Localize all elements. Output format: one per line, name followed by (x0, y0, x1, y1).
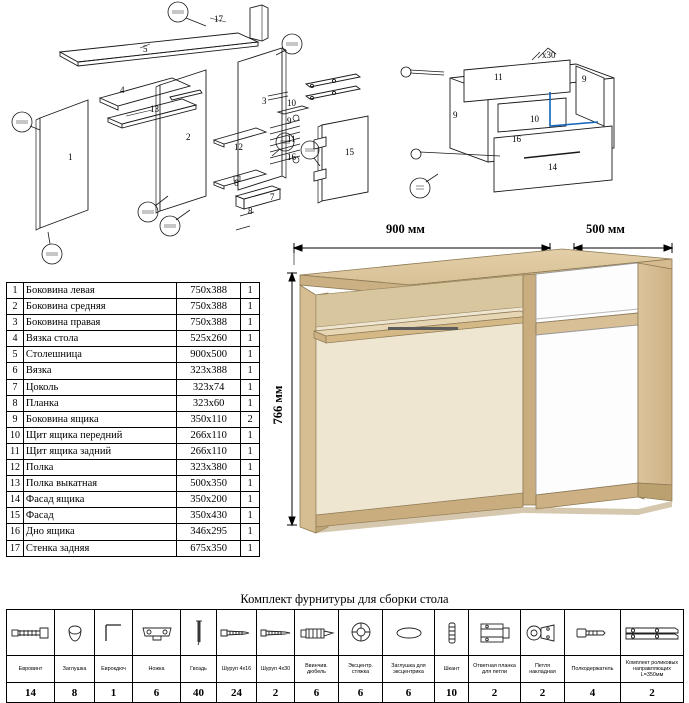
part-qty: 1 (241, 524, 260, 540)
part-qty: 1 (241, 347, 260, 363)
part-number: 8 (7, 395, 24, 411)
height-dimension-label: 766 мм (271, 385, 285, 425)
depth-dimension-label: 500 мм (586, 222, 625, 236)
svg-text:16: 16 (287, 152, 296, 162)
hw-icon-cell (621, 610, 684, 656)
svg-text:16: 16 (512, 134, 521, 144)
part-number: 6 (7, 363, 24, 379)
hw-label: Петля накладная (521, 656, 565, 683)
table-row (7, 347, 260, 363)
hw-label: Ответная планка для петли (469, 656, 521, 683)
part-number: 17 (7, 540, 24, 556)
svg-text:11: 11 (494, 72, 503, 82)
part-name: Полка выкатная (23, 476, 176, 492)
table-row (7, 363, 260, 379)
drawer-assembly-diagram (390, 30, 689, 220)
svg-text:x30: x30 (542, 50, 556, 60)
hw-label: Полкодержатель (565, 656, 621, 683)
part-size: 346x295 (177, 524, 241, 540)
hw-label: Ввинчив. дюбель (295, 656, 339, 683)
part-qty: 1 (241, 508, 260, 524)
hw-label: Гвоздь (181, 656, 217, 683)
hw-count: 2 (469, 683, 521, 703)
table-row (7, 283, 260, 299)
hw-label: Шуруп 4x16 (217, 656, 257, 683)
part-name: Боковина правая (23, 315, 176, 331)
hw-icon-cell (435, 610, 469, 656)
svg-text:8: 8 (248, 206, 253, 216)
part-number: 10 (7, 427, 24, 443)
hw-count: 6 (295, 683, 339, 703)
hw-label: Еврокдюч (95, 656, 133, 683)
hw-count: 24 (217, 683, 257, 703)
hardware-kit-table (6, 609, 684, 703)
table-row (7, 379, 260, 395)
hw-icon-cell (339, 610, 383, 656)
hw-count: 40 (181, 683, 217, 703)
part-size: 323x380 (177, 460, 241, 476)
part-qty: 1 (241, 443, 260, 459)
part-number: 11 (7, 443, 24, 459)
table-row (7, 508, 260, 524)
hw-count: 14 (7, 683, 55, 703)
part-name: Щит ящика задний (23, 443, 176, 459)
part-name: Боковина левая (23, 283, 176, 299)
part-size: 750x388 (177, 283, 241, 299)
hw-label: Эксцентр. стяжка (339, 656, 383, 683)
part-qty: 2 (241, 411, 260, 427)
hw-icon-cell (181, 610, 217, 656)
part-size: 900x500 (177, 347, 241, 363)
part-qty: 1 (241, 299, 260, 315)
hw-count: 2 (621, 683, 684, 703)
svg-text:10: 10 (530, 114, 539, 124)
hw-icon-cell (295, 610, 339, 656)
part-name: Щит ящика передний (23, 427, 176, 443)
hw-icon-cell (133, 610, 181, 656)
svg-text:13: 13 (150, 104, 159, 114)
hw-count: 2 (257, 683, 295, 703)
svg-text:5: 5 (143, 44, 148, 54)
table-row (7, 460, 260, 476)
hw-label: Комплект роликовых направляющих L=350мм (621, 656, 684, 683)
part-number: 13 (7, 476, 24, 492)
table-row (7, 331, 260, 347)
svg-text:4: 4 (120, 85, 125, 95)
part-qty: 1 (241, 315, 260, 331)
part-size: 266x110 (177, 427, 241, 443)
hardware-kit-title: Комплект фурнитуры для сборки стола (240, 592, 449, 606)
part-size: 500x350 (177, 476, 241, 492)
hw-icon-cell (521, 610, 565, 656)
hw-count: 6 (339, 683, 383, 703)
hw-label: Заглушка (55, 656, 95, 683)
hw-count: 8 (55, 683, 95, 703)
svg-text:9: 9 (287, 116, 292, 126)
part-qty: 1 (241, 460, 260, 476)
svg-text:7: 7 (270, 192, 275, 202)
svg-text:17: 17 (214, 14, 223, 24)
hw-count: 4 (565, 683, 621, 703)
svg-text:3: 3 (262, 96, 267, 106)
part-number: 7 (7, 379, 24, 395)
hw-count: 6 (383, 683, 435, 703)
hw-icon-cell (383, 610, 435, 656)
hw-count: 6 (133, 683, 181, 703)
part-size: 350x110 (177, 411, 241, 427)
part-name: Планка (23, 395, 176, 411)
part-name: Столешница (23, 347, 176, 363)
hw-count: 2 (521, 683, 565, 703)
part-number: 5 (7, 347, 24, 363)
svg-text:11: 11 (287, 134, 296, 144)
part-number: 4 (7, 331, 24, 347)
svg-text:2: 2 (186, 132, 191, 142)
table-row (7, 540, 260, 556)
svg-text:14: 14 (548, 162, 557, 172)
part-name: Цоколь (23, 379, 176, 395)
part-number: 12 (7, 460, 24, 476)
hw-label: Заглушка для эксцентрика (383, 656, 435, 683)
svg-text:15: 15 (345, 147, 354, 157)
part-size: 750x388 (177, 315, 241, 331)
table-row (7, 443, 260, 459)
part-qty: 1 (241, 379, 260, 395)
hw-label: Шуруп 4x30 (257, 656, 295, 683)
table-row (7, 315, 260, 331)
part-number: 15 (7, 508, 24, 524)
table-row (7, 476, 260, 492)
hw-label: Евровинт (7, 656, 55, 683)
part-number: 16 (7, 524, 24, 540)
part-size: 750x388 (177, 299, 241, 315)
hw-icon-cell (217, 610, 257, 656)
table-row (7, 524, 260, 540)
part-size: 323x60 (177, 395, 241, 411)
table-row (7, 411, 260, 427)
hw-icon-cell (55, 610, 95, 656)
hw-icon-cell (469, 610, 521, 656)
part-size: 323x74 (177, 379, 241, 395)
hw-icon-cell (257, 610, 295, 656)
table-row (7, 299, 260, 315)
part-name: Боковина средняя (23, 299, 176, 315)
part-number: 1 (7, 283, 24, 299)
part-size: 525x260 (177, 331, 241, 347)
part-qty: 1 (241, 427, 260, 443)
part-size: 350x200 (177, 492, 241, 508)
hw-icon-cell (565, 610, 621, 656)
part-number: 2 (7, 299, 24, 315)
svg-text:9: 9 (582, 74, 587, 84)
part-number: 9 (7, 411, 24, 427)
part-name: Вязка стола (23, 331, 176, 347)
part-name: Стенка задняя (23, 540, 176, 556)
svg-text:6: 6 (234, 178, 239, 188)
hw-label: Шкант (435, 656, 469, 683)
desk-3d-view (268, 215, 689, 575)
hw-label: Ножка (133, 656, 181, 683)
part-name: Вязка (23, 363, 176, 379)
part-size: 350x430 (177, 508, 241, 524)
part-size: 675x350 (177, 540, 241, 556)
table-row (7, 395, 260, 411)
part-name: Фасад (23, 508, 176, 524)
part-name: Дно ящика (23, 524, 176, 540)
part-name: Боковина ящика (23, 411, 176, 427)
part-size: 266x110 (177, 443, 241, 459)
parts-list-table (6, 282, 260, 557)
part-number: 3 (7, 315, 24, 331)
part-qty: 1 (241, 476, 260, 492)
table-row (7, 492, 260, 508)
hw-count: 1 (95, 683, 133, 703)
part-name: Полка (23, 460, 176, 476)
hw-icon-cell (95, 610, 133, 656)
svg-text:1: 1 (68, 152, 73, 162)
part-qty: 1 (241, 283, 260, 299)
part-number: 14 (7, 492, 24, 508)
width-dimension-label: 900 мм (386, 222, 425, 236)
part-qty: 1 (241, 331, 260, 347)
part-size: 323x388 (177, 363, 241, 379)
table-row (7, 427, 260, 443)
svg-text:9: 9 (453, 110, 458, 120)
hw-icon-cell (7, 610, 55, 656)
svg-text:10: 10 (287, 98, 296, 108)
part-name: Фасад ящика (23, 492, 176, 508)
part-qty: 1 (241, 395, 260, 411)
hw-count: 10 (435, 683, 469, 703)
svg-text:12: 12 (234, 142, 243, 152)
part-qty: 1 (241, 492, 260, 508)
part-qty: 1 (241, 363, 260, 379)
part-qty: 1 (241, 540, 260, 556)
